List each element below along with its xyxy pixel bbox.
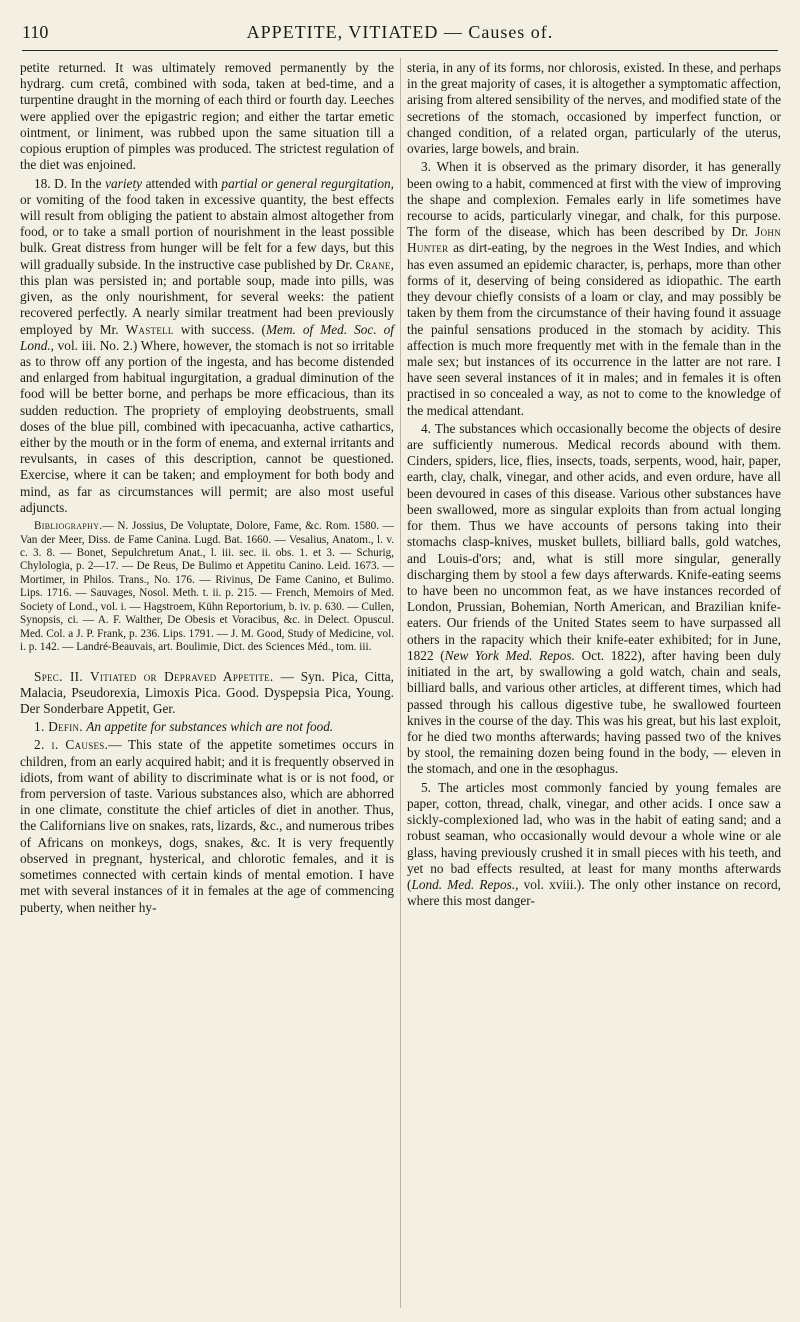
causes-label: 2. i. Causes. xyxy=(34,737,109,753)
header-rule xyxy=(22,50,778,51)
species-synonyms: — Syn. Pica, Citta, Malacia, Pseudorexia, Limoxis Pica. Good. Dyspepsia Pica, Young. Der Sonderbare Appetit, Ger. xyxy=(20,668,395,716)
bibliography-text: — N. Jossius, De Voluptate, Dolore, Fame, &c. Rom. 1580. — Van der Meer, Diss. de Fame Canina. Lugd. Bat. 1660. — Vesalius, Anatom., l. v. c. 3. 8. — Bonet, Sepulchretum Anat., l. iii. sec. ii. obs. 1. et 3. — Schurig, Chylologia, p. 2—17. — De Reus, De Bulimo et Appetitu Canino. Leid. 1673. — Mortimer, in Philos. Trans., No. 176. — Rivinus, De Fame Canino, et Bulimo. Lips. 1716. — Sauvages, Nosol. Meth. t. ii. p. 215. — French, Memoirs of Med. Society of Lond., vol. i. — Hagstroem, Kühn Reportorium, b. iv. p. 630. — Cullen, Synopsis, ci. — A. F. Walther, De Obesis et Voracibus, &c. in Delect. Opuscul. Med. Col. a J. P. Frank, p. 236. Lips. 1791. — J. M. Good, Study of Medicine, vol. i. p. 142. — Landré-Beauvais, art. Boulimie, Dict. des Sciences Méd., tom. iii. xyxy=(20,520,394,654)
definition xyxy=(20,719,394,735)
paragraph-18: 18. D. In the variety attended with partial or general regurgitation, or vomiting of the food taken in excessive quantity, the best effects will result from obliging the patient to abstain almost altogether from food, or to take a small portion of nourishment in the least possible bulk. Great distress from hunger will be felt for a few days, but this will gradually subside. In the instructive case published by Dr. Crane, this plan was persisted in; and portable soup, made into pills, was given, as the only nourishment, for several weeks: the patient recovered perfectly. A nearly similar treatment had been previously employed by Mr. Wastell with success. (Mem. of Med. Soc. of Lond., vol. iii. No. 2.) Where, however, the stomach is not so irritable as to throw off any portion of the ingesta, and has become distended and enlarged from habitual ingurgitation, a gradual diminution of the food will be better borne, and perhaps be more efficacious, than its sudden reduction. The propriety of employing deobstruents, small doses of the blue pill, combined with ipecacuanha, active cathartics, either by the mouth or in the form of enema, and external irritants and revulsants, in cases of this description, cannot be questioned. Exercise, where it can be taken; and employment for both body and mind, as far as circumstances will permit; are also most useful adjuncts. xyxy=(20,175,394,515)
paragraph-continued-right: steria, in any of its forms, nor chlorosis, existed. In these, and perhaps in the great majority of cases, it is altogether a symptomatic affection, arising from altered sensibility of the nerves, and modified state of the secretions of the stomach, occasioned by imperfect function, or changed condition, of a related organ, particularly of the uterus, ovaries, large bowels, and brain. xyxy=(407,60,781,157)
causes xyxy=(20,737,394,915)
paragraph-3: 3. When it is observed as the primary disorder, it has generally been owing to a habit, commenced at first with the view of improving the shape and complexion. Females early in life sometimes have recourse to acids, particularly vinegar, and chalk, for this purpose. The form of the disease, which has been described by Dr. John Hunter as dirt-eating, by the negroes in the West Indies, and which has even assumed an epidemic character, is, perhaps, more than other forms of it, deserving of being considered as idiopathic. The earth they devour chiefly consists of a loam or clay, and may possibly be taken by them from the circumstance of their having found it assuage the painful sensations produced in the stomach by acidity. This affection is much more frequently met with in the female than in the male sex; but instances of its occurrence in the latter are not rare. I have seen several instances of it in males; and in females it is often practised in so concealed a way, as not to come to the knowledge of the medical attendant. xyxy=(407,159,781,418)
definition-label: 1. Defin. xyxy=(34,719,83,735)
bibliography xyxy=(20,520,394,654)
author-hunter: John Hunter xyxy=(407,224,781,256)
right-column xyxy=(407,60,781,911)
paragraph-5: 5. The articles most commonly fancied by young females are paper, cotton, thread, chalk, vinegar, and other acids. I once saw a sickly-complexioned lad, who was in the habit of eating sand; and a robust seaman, who occasionally would devour a whole wine or ale glass, having previously crushed it in small pieces with his teeth, and yet no bad effects resulted, at least for many months afterwards (Lond. Med. Repos., vol. xviii.). The only other instance on record, where this most danger- xyxy=(407,779,781,909)
left-column xyxy=(20,60,394,918)
column-divider xyxy=(400,58,401,1308)
species-heading xyxy=(20,669,394,718)
definition-text: An appetite for substances which are not food. xyxy=(86,719,334,735)
paragraph-continued: petite returned. It was ultimately removed permanently by the hydrarg. cum cretâ, combined with soda, taken at bed-time, and a turpentine draught in the morning of each third or fourth day. Leeches were applied over the epigastric region; and either the tartar emetic ointment, or liniment, was rubbed upon the same situation till a copious eruption of pimples was produced. The strictest regulation of the diet was enjoined. xyxy=(20,60,394,173)
author-wastell: Wastell xyxy=(125,321,174,337)
author-crane: Crane xyxy=(355,256,391,272)
paragraph-4: 4. The substances which occasionally become the objects of desire are sufficiently numerous. Medical records abound with them. Cinders, spiders, lice, flies, insects, toads, serpents, wood, hair, paper, earth, clay, chalk, vinegar, and other acids, and even ordure, have all been devoured in cases of this disease. Various other substances have been swallowed, more as singular exploits than from actual longing for them. Thus we have accounts of persons taking into their stomachs clasp-knives, musket bullets, billiard balls, gold watches, and Louis-d'ors; and, what is still more singular, generally discharging them by stool a few days afterwards. Knife-eating seems to have been no uncommon feat, as we have instances recorded of London, Prussian, Bohemian, North American, and Brazilian knife-eaters. Our friends of the United States seem to have surpassed all others in the rapacity which their knife-eater exhibited; for in June, 1822 (New York Med. Repos. Oct. 1822), after having been duly initiated in the art, by swallowing a gold watch, chain and seals, billiard balls, and various other articles, at different times, which had passed through his callous digestive tube, he swallowed fourteen knives in the course of the day. This was his great, but his last exploit, for he died two months afterwards; having passed two of the knives by stool, the remaining dozen being found in the body, — eleven in the stomach, and one in the œsophagus. xyxy=(407,420,781,777)
page-number: 110 xyxy=(22,22,49,42)
running-title: APPETITE, VITIATED — Causes of. xyxy=(246,22,554,42)
species-title: Spec. II. Vitiated or Depraved Appetite. xyxy=(34,668,274,684)
bibliography-label: Bibliography. xyxy=(34,520,103,533)
paragraph-number: 18. D. xyxy=(34,175,68,191)
causes-text: — This state of the appetite sometimes occurs in children, from an early acquired habit; and it is frequently observed in idiots, from want of ability to discriminate what is or is not food, or from perversion of taste. Various substances also, which are abhorred in one climate, constitute the chief articles of diet in another. Thus, the Californians live on snakes, rats, lizards, &c., and numerous tribes of Africans on monkeys, dogs, snakes, &c. It is very frequently observed in pregnant, hysterical, and chlorotic females, and it is sometimes connected with certain kinds of mental emotion. I have met with several instances of it in females at the age of commencing puberty, when neither hy- xyxy=(20,737,395,915)
page-header xyxy=(22,18,778,46)
